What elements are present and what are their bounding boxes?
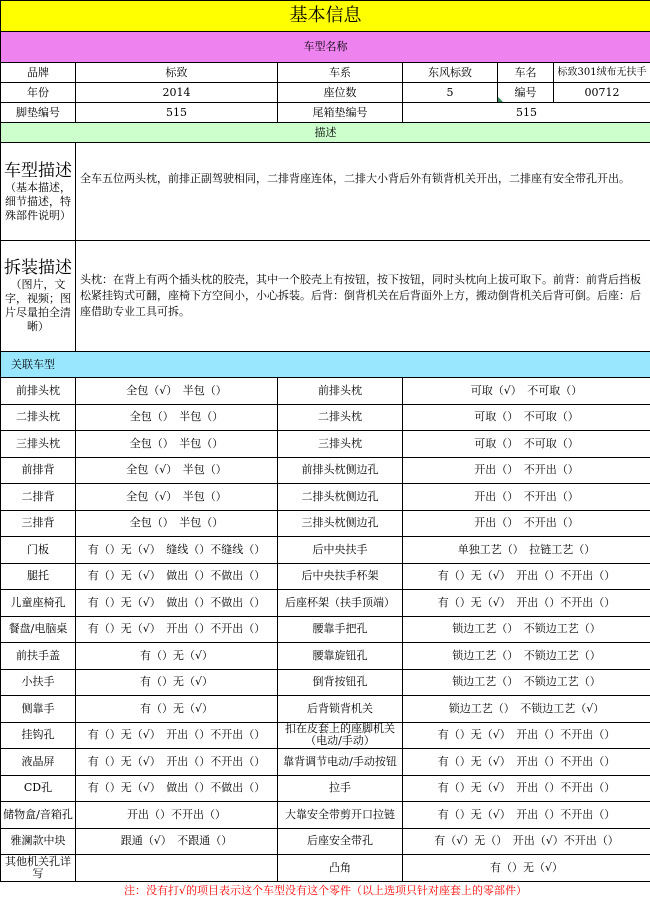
option-label-right: 后座杯架（扶手顶端） [278, 590, 403, 617]
option-row [1, 537, 650, 564]
option-row [1, 696, 650, 723]
option-row [1, 616, 650, 643]
description-header: 描述 [1, 123, 650, 143]
option-value-left: 跟通（√） 不跟通（） [76, 828, 278, 855]
option-value-right: 有（）无（√） 开出（）不开出（） [403, 722, 650, 749]
option-value-left: 全包（） 半包（） [76, 431, 278, 458]
model-description-text: 全车五位两头枕，前排正副驾驶相同，二排背座连体，二排大小背后外有锁背机关开出，二排座有安全带孔开出。 [76, 143, 650, 241]
option-label-right: 后座安全带孔 [278, 828, 403, 855]
option-value-right: 单独工艺（） 拉链工艺（） [403, 537, 650, 564]
option-label-left: 前扶手盖 [1, 643, 76, 670]
option-value-left [76, 855, 278, 882]
option-value-left: 全包（） 半包（） [76, 510, 278, 537]
option-value-left: 有（）无（√） 开出（）不开出（） [76, 722, 278, 749]
option-value-right: 锁边工艺（） 不锁边工艺（） [403, 669, 650, 696]
option-row [1, 563, 650, 590]
model-description-title: 车型描述 [3, 161, 73, 181]
option-value-left: 有（）无（√） [76, 696, 278, 723]
option-value-right: 有（）无（√） 开出（）不开出（） [403, 749, 650, 776]
option-label-left: 液晶屏 [1, 749, 76, 776]
option-label-right: 大靠安全带剪开口拉链 [278, 802, 403, 829]
option-value-right: 锁边工艺（） 不锁边工艺（√） [403, 696, 650, 723]
option-row [1, 457, 650, 484]
series-value: 东风标致 [403, 63, 498, 83]
option-label-left: 雅澜款中块 [1, 828, 76, 855]
trunk-mat-label: 尾箱垫编号 [278, 103, 403, 123]
option-row [1, 802, 650, 829]
name-value: 标致301绒布无扶手 [554, 63, 650, 83]
option-label-right: 二排头枕侧边孔 [278, 484, 403, 511]
option-row [1, 590, 650, 617]
option-row [1, 510, 650, 537]
name-label: 车名 [498, 63, 554, 83]
option-value-left: 全包（√） 半包（） [76, 378, 278, 405]
option-label-right: 后中央扶手杯架 [278, 563, 403, 590]
option-value-left: 有（）无（√） [76, 643, 278, 670]
option-row [1, 855, 650, 882]
floor-mat-label: 脚垫编号 [1, 103, 76, 123]
series-label: 车系 [278, 63, 403, 83]
option-label-right: 三排头枕 [278, 431, 403, 458]
model-description-subtitle: （基本描述，细节描述，特殊部件说明） [5, 181, 71, 222]
assembly-description-label [1, 241, 76, 352]
brand-value: 标致 [76, 63, 278, 83]
year-value: 2014 [76, 83, 278, 103]
option-row [1, 828, 650, 855]
year-label: 年份 [1, 83, 76, 103]
option-label-left: 三排头枕 [1, 431, 76, 458]
option-row [1, 404, 650, 431]
option-label-right: 倒背按钮孔 [278, 669, 403, 696]
option-value-right: 有（）无（√） 开出（）不开出（） [403, 775, 650, 802]
option-label-right: 三排头枕侧边孔 [278, 510, 403, 537]
option-label-left: 二排头枕 [1, 404, 76, 431]
option-label-right: 后背锁背机关 [278, 696, 403, 723]
option-value-right: 可取（） 不可取（） [403, 404, 650, 431]
option-value-left: 有（）无（√） 做出（）不做出（） [76, 563, 278, 590]
option-row [1, 378, 650, 405]
option-row [1, 431, 650, 458]
option-label-left: 前排背 [1, 457, 76, 484]
seats-value: 5 [403, 83, 498, 103]
option-label-left: 三排背 [1, 510, 76, 537]
option-label-right: 扣在皮套上的座脚机关（电动/手动） [278, 722, 403, 749]
option-label-left: 小扶手 [1, 669, 76, 696]
floor-mat-value: 515 [76, 103, 278, 123]
option-label-right: 后中央扶手 [278, 537, 403, 564]
option-row [1, 669, 650, 696]
seats-label: 座位数 [278, 83, 403, 103]
option-value-left: 有（）无（√） [76, 669, 278, 696]
option-label-left: 侧靠手 [1, 696, 76, 723]
option-row [1, 775, 650, 802]
page-title: 基本信息 [1, 1, 650, 32]
option-label-right: 腰靠旋钮孔 [278, 643, 403, 670]
option-value-left: 开出（）不开出（） [76, 802, 278, 829]
assembly-description-title: 拆装描述 [3, 258, 73, 278]
code-value: 00712 [554, 83, 650, 103]
option-value-right: 锁边工艺（） 不锁边工艺（） [403, 616, 650, 643]
option-label-left: 门板 [1, 537, 76, 564]
option-value-right: 有（）无（√） 开出（）不开出（） [403, 590, 650, 617]
code-label: 编号 [498, 83, 554, 103]
option-value-right: 有（√）无（） 开出（√）不开出（） [403, 828, 650, 855]
option-label-left: 腿托 [1, 563, 76, 590]
option-label-left: 前排头枕 [1, 378, 76, 405]
option-value-right: 可取（√） 不可取（） [403, 378, 650, 405]
option-label-left: 儿童座椅孔 [1, 590, 76, 617]
option-label-right: 前排头枕侧边孔 [278, 457, 403, 484]
option-value-left: 有（）无（√） 做出（）不做出（） [76, 590, 278, 617]
option-value-right: 开出（） 不开出（） [403, 484, 650, 511]
option-row [1, 484, 650, 511]
option-label-left: 餐盘/电脑桌 [1, 616, 76, 643]
option-value-right: 有（）无（√） 开出（）不开出（） [403, 802, 650, 829]
assembly-description-text: 头枕：在背上有两个插头枕的胶壳，其中一个胶壳上有按钮，按下按钮，同时头枕向上拔可取下。前背：前背后挡板松紧挂钩式可翻，座椅下方空间小，小心拆装。后背：倒背机关在后背面外上方，搬动倒背机关后背可倒。后座：后座借助专业工具可拆。 [76, 241, 650, 352]
option-label-right: 拉手 [278, 775, 403, 802]
option-value-right: 锁边工艺（） 不锁边工艺（） [403, 643, 650, 670]
brand-label: 品牌 [1, 63, 76, 83]
option-row [1, 722, 650, 749]
option-value-left: 全包（） 半包（） [76, 404, 278, 431]
option-value-right: 有（）无（√） [403, 855, 650, 882]
option-label-right: 靠背调节电动/手动按钮 [278, 749, 403, 776]
option-value-left: 有（）无（√） 开出（）不开出（） [76, 749, 278, 776]
assembly-description-subtitle: （图片，文字，视频；图片尽量拍全清晰） [5, 278, 71, 333]
option-label-left: CD孔 [1, 775, 76, 802]
option-value-right: 可取（） 不可取（） [403, 431, 650, 458]
option-label-right: 二排头枕 [278, 404, 403, 431]
option-label-left: 挂钩孔 [1, 722, 76, 749]
option-label-left: 其他机关孔详写 [1, 855, 76, 882]
option-value-left: 有（）无（√） 缝线（）不缝线（） [76, 537, 278, 564]
model-description-label [1, 143, 76, 241]
option-value-right: 开出（） 不开出（） [403, 510, 650, 537]
option-value-left: 有（）无（√） 开出（）不开出（） [76, 616, 278, 643]
option-label-left: 储物盒/音箱孔 [1, 802, 76, 829]
option-value-left: 有（）无（√） 做出（）不做出（） [76, 775, 278, 802]
option-label-left: 二排背 [1, 484, 76, 511]
option-row [1, 749, 650, 776]
option-row [1, 643, 650, 670]
related-models-label: 关联车型 [1, 352, 650, 378]
trunk-mat-value: 515 [403, 103, 650, 123]
option-label-right: 腰靠手把孔 [278, 616, 403, 643]
option-value-left: 全包（√） 半包（） [76, 484, 278, 511]
footer-note: 注：没有打√的项目表示这个车型没有这个零件（以上选项只针对座套上的零部件） [1, 881, 650, 900]
option-label-right: 前排头枕 [278, 378, 403, 405]
model-name-header: 车型名称 [1, 32, 650, 63]
option-label-right: 凸角 [278, 855, 403, 882]
option-value-left: 全包（√） 半包（） [76, 457, 278, 484]
option-value-right: 开出（） 不开出（） [403, 457, 650, 484]
option-value-right: 有（）无（√） 开出（）不开出（） [403, 563, 650, 590]
